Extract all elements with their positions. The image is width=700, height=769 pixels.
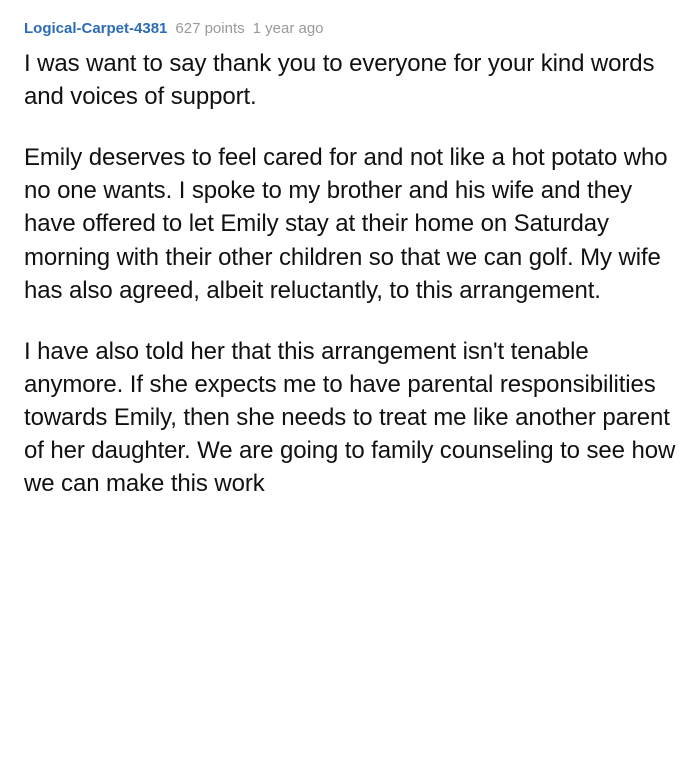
- comment-header: [24, 20, 676, 37]
- comment-body: [24, 47, 676, 500]
- comment-author-link[interactable]: Logical-Carpet-4381: [24, 20, 168, 37]
- comment-paragraph: I was want to say thank you to everyone for your kind words and voices of support.: [24, 50, 655, 111]
- comment-timestamp: 1 year ago: [252, 20, 324, 37]
- comment-points: 627 points: [175, 20, 245, 37]
- comment-paragraph: I have also told her that this arrangement isn't tenable anymore. If she expects me to have parental responsibilities towards Emily, then she needs to treat me like another parent of her daughter. We are going to family counseling to see how we can make this work: [24, 337, 676, 498]
- comment-paragraph: Emily deserves to feel cared for and not like a hot potato who no one wants. I spoke to my brother and his wife and they have offered to let Emily stay at their home on Saturday morning with their other children so that we can golf. My wife has also agreed, albeit reluctantly, to this arrangement.: [24, 144, 668, 304]
